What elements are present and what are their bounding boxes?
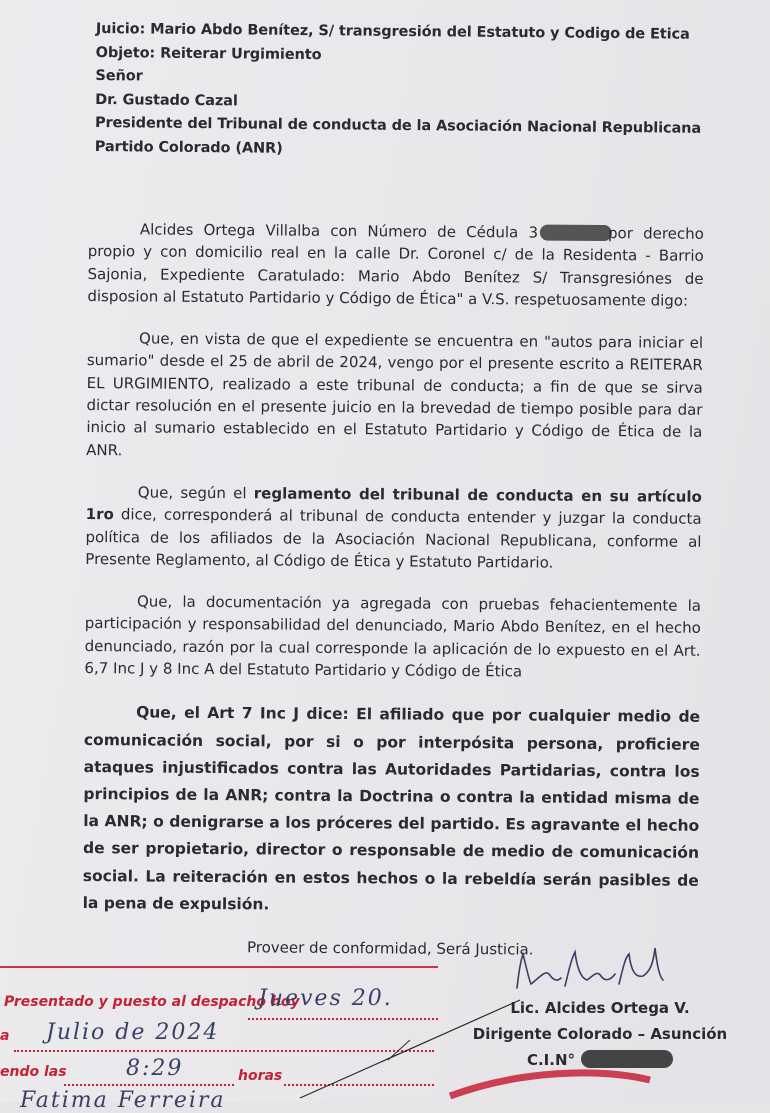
signer-role: Dirigente Colorado – Asunción [472,1025,728,1043]
subject-line: Objeto: Reiterar Urgimiento [95,44,322,63]
documentacion-text: Que, la documentación ya agregada con pruebas fehacientemente la participación y responsabilidad del denunciado, Mario Abdo Benítez, en el hecho denunciado, razón por la cual corresponde la aplicación de lo expuesto en el Art. 6,7 Inc J y 8 Inc A del Estatuto Partidario y Código de Ética [84,592,702,681]
paragraph-reglamento [85,481,702,575]
closing-line: Proveer de conformidad, Será Justicia. [246,938,534,959]
handwritten-time: 8:29 [126,1056,184,1081]
stamp-horas-label: horas [238,1068,283,1084]
urgimiento-text: Que, en vista de que el expediente se encuentra en "autos para iniciar el sumario" desde el 25 de abril de 2024, vengo por el presente escrito a REITERAR EL URGIMIENTO, realizado a este tribunal de conducta; a fin de que se sirva dictar resolución en el presente juicio en la brevedad de tiempo posible para dar inicio al sumario establecido en el Estatuto Partidario y Código de Ética de la ANR. [86,329,704,459]
intro-text-b: por derecho propio y con domicilio real en la calle Dr. Coronel c/ de la Residenta - Barrio Sajonia, Expediente Caratulado: Mario Abdo Benítez S/ Transgresiónes de disposion al Estatuto Partidario y Código de Ética" a V.S. respetuosamente digo: [87,224,704,310]
reception-stamp [0,960,450,1113]
case-title: Juicio: Mario Abdo Benítez, S/ transgresión del Estatuto y Codigo de Etica [95,20,690,43]
handwritten-day: Jueves 20. [258,986,393,1011]
stamp-dotted-line [14,1050,434,1052]
salutation: Señor [95,67,143,85]
paragraph-urgimiento [86,327,703,466]
document-body [82,218,704,960]
redaction-mark [581,1050,673,1068]
paragraph-intro [87,218,704,312]
handwritten-month: Julio de 2024 [46,1020,220,1045]
reglamento-bold: reglamento del tribunal de conducta en su artículo 1ro [85,484,702,524]
stamp-dotted-line [284,1084,434,1086]
signature-block [470,995,730,1073]
stamp-a-label: a [0,1028,10,1044]
handwritten-name: Fatima Ferreira [20,1088,226,1113]
stamp-siendo-label: endo las [0,1064,67,1080]
recipient-party: Partido Colorado (ANR) [94,138,283,157]
recipient-name: Dr. Gustado Cazal [95,91,238,109]
stamp-presentado-label: Presentado y puesto al despacho hoy [4,994,300,1010]
intro-text-a: Alcides Ortega Villalba con Número de Cédula 3 [139,220,539,242]
signer-ci: C.I.N° [470,1047,730,1073]
art7-text: Que, el Art 7 Inc J dice: El afiliado que por cualquier medio de comunicación social, por si o por interpósita persona, proficiere ataques injustificados contra las Autoridades Partidarias, contra los principios de la ANR; contra la Doctrina o contra la entidad misma de la ANR; o denigrarse a los próceres del partido. Es agravante el hecho de ser propietario, director o responsable de medio de comunicación social. La reiteración en estos hechos o la rebeldía serán pasibles de la pena de expulsión. [82,703,701,914]
stamp-dotted-line [64,1084,234,1086]
stamp-top-rule [0,966,438,968]
handwritten-signature [505,940,675,1000]
signer-name: Lic. Alcides Ortega V. [510,999,690,1017]
reglamento-text-a: Que, según el [137,483,254,503]
document-header [95,18,736,165]
recipient-role: Presidente del Tribunal de conducta de la Asociación Nacional Republicana [94,114,702,137]
redaction-mark [540,225,612,242]
stamp-dotted-line [248,1018,438,1020]
paragraph-documentacion [84,590,701,684]
reglamento-text-b: dice, corresponderá al tribunal de conducta entender y juzgar la conducta política de los afiliados de la Asociación Nacional Republicana, conforme al Presente Reglamento, al Código de Ética y Estatuto Partidario. [85,505,702,572]
paragraph-art7 [83,699,701,921]
